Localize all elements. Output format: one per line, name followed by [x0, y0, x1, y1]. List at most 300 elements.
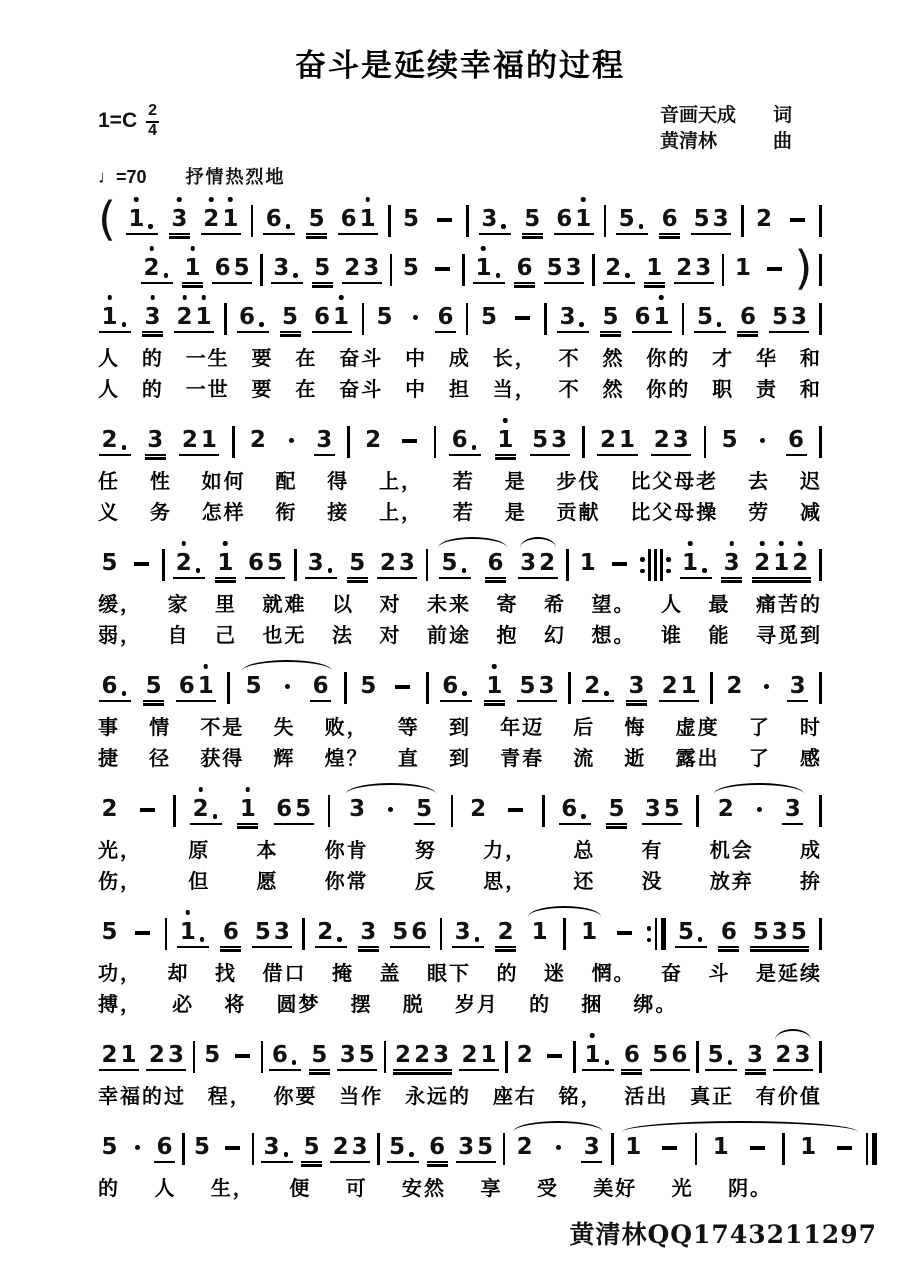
- lyric-syllable: 若: [452, 471, 475, 493]
- note-group: [99, 918, 120, 946]
- note-group: [99, 795, 120, 823]
- note-char: 6: [487, 550, 504, 576]
- barline: [173, 795, 176, 827]
- barline: [819, 205, 822, 237]
- note-char: [161, 254, 172, 282]
- barline-stroke: [648, 549, 651, 581]
- note-group: [732, 254, 753, 282]
- note-char: 5: [519, 673, 536, 699]
- note-char: 2: [584, 673, 601, 699]
- note-char: 6: [178, 673, 195, 699]
- note-char: 5: [266, 550, 283, 576]
- barline: [165, 918, 168, 950]
- note-group: [391, 672, 415, 689]
- barline: [566, 549, 569, 581]
- lyric-syllable: 到: [448, 717, 471, 739]
- note-char: 6: [312, 673, 329, 699]
- note-char: [281, 1133, 292, 1161]
- note-group: [174, 303, 214, 333]
- note-char: [146, 205, 157, 233]
- lyric-syllable: 光，: [98, 840, 142, 862]
- note-char: 3: [307, 550, 324, 576]
- lyrics-line: [98, 375, 822, 406]
- lyric-syllable: 责: [755, 379, 778, 401]
- note-char: [700, 549, 711, 577]
- note-group: [400, 254, 421, 282]
- note-char: 6: [239, 304, 256, 330]
- note-group: [245, 549, 285, 579]
- barline: [819, 549, 822, 581]
- note-char: 5: [245, 673, 262, 699]
- note-char: [609, 549, 631, 566]
- music-system: [98, 240, 822, 295]
- note-group: [659, 672, 699, 702]
- note-char: 1: [200, 427, 217, 453]
- tempo-value: ♩=70: [98, 167, 147, 187]
- lyric-syllable: 奋斗: [339, 348, 384, 370]
- lyricist-name: 音画天成: [660, 105, 737, 126]
- note-group: [517, 672, 557, 702]
- note-group: [314, 426, 335, 456]
- note-char: 5: [349, 550, 366, 576]
- note-group: [769, 303, 809, 333]
- note-group: [315, 918, 347, 948]
- note-char: 3: [351, 1134, 368, 1160]
- note-group: [280, 303, 301, 333]
- lyric-syllable: 当作: [339, 1086, 384, 1108]
- lyric-syllable: 上，: [379, 502, 424, 524]
- lyric-syllable: 步伐: [556, 471, 601, 493]
- note-group: [201, 205, 241, 235]
- note-group: [393, 1041, 452, 1071]
- lyric-syllable: 得: [327, 471, 350, 493]
- lyric-syllable: 职: [712, 379, 735, 401]
- lyric-syllable: 衔: [275, 502, 298, 524]
- note-group: [220, 918, 241, 948]
- note-group: [192, 1133, 213, 1161]
- lyric-syllable: 减: [799, 502, 822, 524]
- lyric-syllable: 痛苦的: [756, 594, 822, 616]
- lyric-syllable: 摆: [350, 994, 373, 1016]
- note-char: 6: [442, 673, 459, 699]
- note-char: 2: [516, 1134, 533, 1160]
- music-system: [98, 781, 822, 898]
- slur-group: [526, 918, 603, 950]
- lyric-syllable: 然: [602, 379, 625, 401]
- note-group: [456, 1133, 496, 1163]
- music-system: [98, 658, 822, 775]
- lyric-syllable: 还: [573, 871, 596, 893]
- lyric-syllable: 当，: [492, 379, 537, 401]
- lyric-syllable: 迷: [544, 963, 566, 985]
- lyric-syllable: 不: [558, 379, 581, 401]
- note-group: [559, 795, 591, 825]
- lyric-syllable: 盖: [379, 963, 402, 985]
- lyric-syllable: 享: [480, 1178, 503, 1200]
- note-char: 5: [608, 796, 625, 822]
- slur-group: [712, 795, 806, 825]
- note-char: [398, 426, 420, 443]
- notes-row: [98, 1027, 822, 1082]
- lyric-syllable: 光: [671, 1178, 694, 1200]
- note-char: 6: [222, 919, 239, 945]
- note-group: [504, 795, 528, 812]
- note-char: 1: [712, 1134, 729, 1160]
- note-char: 3: [398, 550, 415, 576]
- barline: [722, 254, 725, 286]
- note-group: [651, 426, 691, 456]
- note-group: [514, 254, 535, 284]
- lyric-syllable: 愿: [256, 871, 279, 893]
- note-char: 6: [214, 255, 231, 281]
- note-char: 2: [203, 206, 220, 232]
- note-char: 2: [497, 919, 514, 945]
- note-group: [145, 426, 166, 456]
- note-char: [459, 549, 470, 577]
- note-char: 1: [101, 304, 118, 330]
- barline: [542, 795, 545, 827]
- note-group: [363, 426, 384, 454]
- note-group: [557, 303, 589, 333]
- lyric-syllable: 逝: [624, 748, 647, 770]
- note-char: 6: [788, 427, 805, 453]
- note-group: [582, 1041, 614, 1071]
- note-group: [312, 254, 333, 284]
- note-char: 1: [222, 206, 239, 232]
- note-char: 2: [754, 550, 771, 576]
- lyric-syllable: 径: [149, 748, 172, 770]
- lyric-syllable: 幸福的过: [98, 1086, 186, 1108]
- note-char: 5: [652, 1042, 669, 1068]
- lyric-syllable: 你要: [273, 1086, 318, 1108]
- footer-contact: 黄清林QQ1743211297: [569, 1220, 877, 1249]
- note-char: 2: [661, 673, 678, 699]
- note-char: 2: [379, 550, 396, 576]
- note-group: [243, 672, 264, 700]
- lyric-syllable: 铭，: [558, 1086, 603, 1108]
- lyrics-line: [98, 590, 822, 621]
- note-char: 5: [308, 206, 325, 232]
- note-char: 6: [623, 1042, 640, 1068]
- barline: [592, 254, 595, 286]
- note-group: [549, 1133, 567, 1150]
- note-char: 6: [561, 796, 578, 822]
- lyric-syllable: 怎样: [201, 502, 246, 524]
- note-group: [715, 795, 736, 823]
- note-char: 3: [481, 206, 498, 232]
- note-group: [432, 205, 456, 222]
- note-group: [577, 549, 598, 577]
- lyric-syllable: 败，: [324, 717, 369, 739]
- note-char: 2: [414, 1042, 431, 1068]
- lyric-syllable: 奋: [661, 963, 683, 985]
- note-char: 1: [128, 206, 145, 232]
- note-group: [554, 205, 594, 235]
- lyric-syllable: 己: [215, 625, 237, 647]
- lyric-syllable: 阴。: [728, 1178, 773, 1200]
- note-char: [407, 1133, 418, 1161]
- barline: [451, 795, 454, 827]
- barline: [227, 672, 230, 704]
- note-group: [478, 303, 499, 331]
- lyric-syllable: 一世: [185, 379, 230, 401]
- note-char: 5: [145, 673, 162, 699]
- repeat-dots: [666, 549, 671, 581]
- note-char: 3: [273, 255, 290, 281]
- note-group: [750, 918, 809, 948]
- note-group: [600, 303, 621, 333]
- note-char: 1: [579, 550, 596, 576]
- repeat-sign: [640, 549, 671, 581]
- barline: [563, 918, 566, 950]
- note-char: 5: [392, 919, 409, 945]
- note-group: [305, 549, 337, 579]
- note-char: 5: [693, 206, 710, 232]
- note-group: [99, 426, 131, 456]
- note-group: [719, 426, 740, 454]
- barline: [466, 303, 469, 335]
- note-char: 2: [726, 673, 743, 699]
- note-group: [473, 254, 505, 284]
- lyric-syllable: 了: [748, 717, 771, 739]
- note-char: [579, 795, 590, 823]
- lyric-syllable: 如何: [201, 471, 246, 493]
- note-char: [129, 1133, 145, 1150]
- note-group: [330, 1133, 370, 1163]
- music-system: [98, 289, 822, 406]
- lyric-syllable: 前途: [427, 625, 471, 647]
- note-group: [798, 1133, 819, 1161]
- note-group: [680, 549, 712, 579]
- lyricist-role: 词: [772, 105, 792, 126]
- lyric-syllable: 的: [141, 379, 164, 401]
- note-char: [550, 1133, 566, 1150]
- lyric-syllable: 自: [167, 625, 190, 647]
- lyric-syllable: 和: [799, 348, 822, 370]
- note-group: [135, 795, 159, 812]
- note-group: [514, 1133, 535, 1161]
- note-char: 6: [101, 673, 118, 699]
- repeat-dot: [666, 569, 671, 574]
- note-char: 5: [790, 919, 807, 945]
- note-char: 2: [332, 1134, 349, 1160]
- note-group: [642, 795, 682, 825]
- lyric-syllable: 想。: [591, 625, 636, 647]
- note-group: [529, 918, 550, 946]
- note-group: [99, 549, 120, 577]
- note-char: 3: [672, 427, 689, 453]
- slur-group: [344, 795, 438, 825]
- lyric-syllable: 惘。: [591, 963, 636, 985]
- composer-credit: [660, 129, 792, 155]
- lyric-syllable: 捆: [581, 994, 604, 1016]
- note-group: [623, 1133, 644, 1161]
- note-char: 1: [184, 255, 201, 281]
- lyric-syllable: 希: [544, 594, 566, 616]
- lyric-syllable: 人: [154, 1178, 177, 1200]
- note-char: [257, 303, 268, 331]
- note-group: [435, 303, 456, 333]
- lyric-syllable: 最: [708, 594, 731, 616]
- lyric-syllable: 反: [414, 871, 437, 893]
- lyric-syllable: 成: [448, 348, 471, 370]
- note-char: [472, 918, 483, 946]
- lyric-syllable: 谁: [661, 625, 683, 647]
- lyric-syllable: 中: [405, 348, 428, 370]
- note-group: [644, 254, 665, 284]
- intro-paren: (: [98, 192, 116, 246]
- lyric-syllable: 弱，: [98, 625, 142, 647]
- note-char: 5: [254, 919, 271, 945]
- note-char: [210, 795, 221, 823]
- lyric-syllable: 感: [799, 748, 822, 770]
- notes-row: [98, 1119, 877, 1174]
- lyric-syllable: 辉: [273, 748, 296, 770]
- note-group: [694, 303, 726, 333]
- lyric-syllable: 有价值: [755, 1086, 822, 1108]
- note-char: [751, 795, 767, 812]
- lyric-syllable: 贡献: [556, 502, 601, 524]
- barline: [182, 1133, 185, 1165]
- note-char: 6: [634, 304, 651, 330]
- lyric-syllable: 是: [504, 471, 527, 493]
- note-char: [136, 795, 158, 812]
- lyric-syllable: 等: [397, 717, 420, 739]
- lyric-syllable: 任: [98, 471, 120, 493]
- barline: [819, 1041, 822, 1073]
- barline: [819, 254, 822, 286]
- barline: [544, 303, 547, 335]
- barline: [384, 1041, 387, 1073]
- note-group: [99, 303, 131, 333]
- lyric-syllable: 家: [167, 594, 190, 616]
- note-char: 2: [249, 427, 266, 453]
- notes-row: [98, 289, 822, 344]
- note-char: 5: [101, 919, 118, 945]
- note-char: 2: [395, 1042, 412, 1068]
- note-char: 5: [402, 255, 419, 281]
- note-char: 1: [619, 427, 636, 453]
- note-group: [754, 426, 772, 443]
- lyrics-line: [98, 713, 822, 744]
- lyric-syllable: 不: [558, 348, 581, 370]
- repeat-dots: [647, 918, 652, 950]
- note-char: [725, 1041, 736, 1069]
- note-char: 5: [233, 255, 250, 281]
- note-char: [283, 205, 294, 233]
- lyric-syllable: 可: [345, 1178, 368, 1200]
- repeat-dots: [640, 549, 645, 581]
- note-group: [278, 672, 296, 689]
- note-char: 5: [441, 550, 458, 576]
- note-char: [505, 795, 527, 812]
- lyric-syllable: 受: [536, 1178, 559, 1200]
- note-char: 1: [581, 919, 598, 945]
- lyric-syllable: 对: [379, 594, 402, 616]
- note-group: [382, 795, 400, 812]
- lyrics-line: [98, 1174, 877, 1205]
- note-char: [222, 1133, 244, 1150]
- note-char: [119, 426, 130, 454]
- note-char: [602, 672, 613, 700]
- barline: [434, 426, 437, 458]
- note-char: 3: [316, 427, 333, 453]
- note-char: 2: [192, 796, 209, 822]
- lyric-syllable: 要: [251, 348, 274, 370]
- note-group: [745, 1133, 769, 1150]
- note-char: [602, 1041, 613, 1069]
- note-group: [582, 672, 614, 702]
- note-char: 2: [175, 550, 192, 576]
- lyric-syllable: 放弃: [709, 871, 754, 893]
- note-char: 5: [602, 304, 619, 330]
- note-group: [691, 205, 731, 235]
- note-char: 3: [454, 919, 471, 945]
- note-group: [99, 1133, 120, 1161]
- lyric-syllable: 配: [275, 471, 298, 493]
- lyrics-line: [98, 1082, 822, 1113]
- barline: [505, 1041, 508, 1073]
- note-char: 3: [144, 304, 161, 330]
- repeat-dot: [640, 557, 645, 562]
- barline: [704, 426, 707, 458]
- note-char: 5: [360, 673, 377, 699]
- note-char: 3: [273, 919, 290, 945]
- lyric-syllable: 座右: [492, 1086, 537, 1108]
- lyric-syllable: 却: [167, 963, 190, 985]
- note-char: [834, 1133, 856, 1150]
- lyric-syllable: 一生: [185, 348, 230, 370]
- lyric-syllable: 才: [712, 348, 735, 370]
- note-char: 3: [789, 673, 806, 699]
- note-char: 2: [148, 1042, 165, 1068]
- slur-group: [620, 1133, 860, 1165]
- lyric-syllable: 眼下: [427, 963, 471, 985]
- note-char: 6: [661, 206, 678, 232]
- note-char: [511, 303, 533, 320]
- note-char: 5: [194, 1134, 211, 1160]
- note-char: [433, 205, 455, 222]
- note-char: 1: [625, 1134, 642, 1160]
- notes-row: [98, 781, 822, 836]
- music-system: [98, 1119, 877, 1205]
- note-group: [182, 254, 203, 284]
- note-group: [603, 254, 635, 284]
- note-char: 6: [720, 919, 737, 945]
- time-bottom: 4: [148, 121, 158, 139]
- note-char: 5: [480, 304, 497, 330]
- note-char: 3: [628, 673, 645, 699]
- barline: [193, 1041, 196, 1073]
- barline-stroke: [872, 1133, 877, 1165]
- note-group: [658, 1133, 682, 1150]
- note-group: [452, 918, 484, 948]
- note-char: 3: [695, 255, 712, 281]
- barline: [224, 303, 227, 335]
- note-char: [132, 918, 154, 935]
- note-group: [833, 1133, 857, 1150]
- note-char: 6: [437, 304, 454, 330]
- note-group: [510, 303, 534, 320]
- note-char: 2: [599, 427, 616, 453]
- note-char: [763, 254, 785, 271]
- note-char: [623, 254, 634, 282]
- barline: [819, 672, 822, 704]
- note-char: 3: [360, 919, 377, 945]
- lyric-syllable: 悔: [624, 717, 647, 739]
- notes-row: [98, 412, 822, 467]
- lyric-syllable: 然: [602, 348, 625, 370]
